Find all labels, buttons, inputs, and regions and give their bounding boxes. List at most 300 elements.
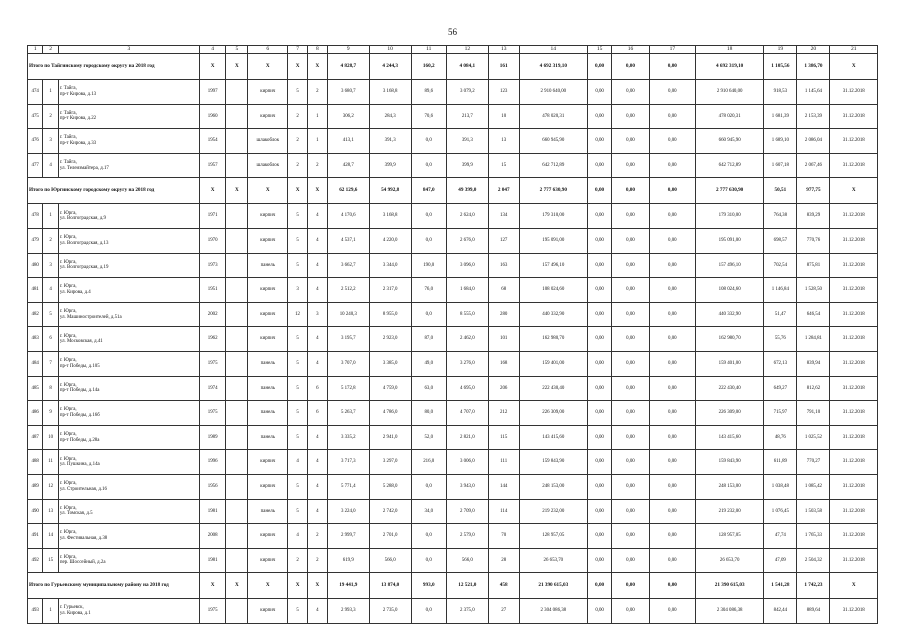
table-cell: 642 712,89 — [519, 153, 587, 178]
subtotal-cell: X — [830, 573, 878, 599]
table-cell: кирпич — [248, 548, 288, 573]
table-cell: 0,00 — [587, 253, 611, 278]
table-cell: 619,9 — [327, 548, 369, 573]
table-cell: 108 024,60 — [519, 278, 587, 303]
table-cell: 839,29 — [797, 204, 830, 229]
table-cell: 3 344,0 — [369, 253, 411, 278]
table-cell: 3 — [307, 302, 327, 327]
table-cell: 482 — [28, 302, 43, 327]
table-row — [28, 376, 878, 401]
table-cell: 31.12.2018 — [830, 548, 878, 573]
table-cell: 31.12.2018 — [830, 204, 878, 229]
table-cell: 440 332,90 — [519, 302, 587, 327]
table-cell: 2 512,2 — [327, 278, 369, 303]
table-cell: 31.12.2018 — [830, 129, 878, 154]
table-cell: 3 662,7 — [327, 253, 369, 278]
address-line: г. Юрга, — [59, 481, 77, 487]
table-cell: панель — [248, 401, 288, 426]
table-cell: 481 — [28, 278, 43, 303]
address-line: г. Юрга, — [59, 505, 77, 511]
table-cell: панель — [248, 499, 288, 524]
table-cell: 0,00 — [649, 425, 695, 450]
address-cell — [58, 228, 199, 253]
table-cell: 1 — [307, 104, 327, 129]
table-cell: 474 — [28, 80, 43, 105]
subtotal-cell: X — [288, 573, 308, 599]
table-cell: 493 — [28, 599, 43, 624]
table-cell: 0,00 — [612, 302, 649, 327]
table-cell: 163 — [488, 253, 519, 278]
address-line: г. Юрга, — [59, 333, 77, 339]
address-line: г. Юрга, — [59, 235, 77, 241]
table-cell: 2 624,0 — [446, 204, 488, 229]
table-cell: 31.12.2018 — [830, 302, 878, 327]
table-cell: 1 607,18 — [764, 153, 797, 178]
address-cell — [58, 450, 199, 475]
table-cell: 31.12.2018 — [830, 253, 878, 278]
address-line: ул. Волгоградская, д.13 — [59, 240, 109, 246]
table-cell: кирпич — [248, 228, 288, 253]
table-cell: 2 067,46 — [797, 153, 830, 178]
table-cell: 4 786,0 — [369, 401, 411, 426]
table-cell: 0,00 — [649, 253, 695, 278]
table-cell: 222 430,40 — [695, 376, 763, 401]
table-cell: 0,00 — [612, 599, 649, 624]
table-cell: 3 943,0 — [446, 474, 488, 499]
page-number: 56 — [448, 27, 457, 37]
table-cell: 478 020,31 — [519, 104, 587, 129]
table-cell: 5 — [43, 302, 58, 327]
table-cell: 0,00 — [612, 129, 649, 154]
table-cell: 68 — [488, 278, 519, 303]
subtotal-row — [28, 573, 878, 599]
table-cell: 839,94 — [797, 351, 830, 376]
table-cell: 478 020,31 — [695, 104, 763, 129]
address-line: пр-т Победы, д.28а — [59, 437, 100, 443]
table-cell: 475 — [28, 104, 43, 129]
header-cell: 5 — [226, 46, 248, 54]
table-cell — [226, 228, 248, 253]
table-cell: 76,0 — [411, 278, 446, 303]
address-line: г. Тайга, — [59, 110, 77, 116]
table-cell: 0,00 — [587, 153, 611, 178]
address-line: пр-т Победы, д.16б — [59, 412, 100, 418]
subtotal-label: Итого по Юргинскому городскому округу на 2018 год — [28, 178, 200, 204]
table-cell: 1 684,0 — [446, 278, 488, 303]
table-cell: 5 — [288, 204, 308, 229]
table-cell: 1 765,33 — [797, 524, 830, 549]
table-cell: 0,00 — [587, 351, 611, 376]
table-row — [28, 599, 878, 624]
table-cell: 0,00 — [587, 376, 611, 401]
table-cell: 2 — [288, 153, 308, 178]
table-cell: 4 — [307, 204, 327, 229]
table-cell: 12 — [43, 474, 58, 499]
table-cell: 143 415,60 — [519, 425, 587, 450]
table-cell: 1 085,42 — [797, 474, 830, 499]
address-line: пр-т Кирова, д.22 — [59, 116, 97, 122]
table-cell: 5 — [288, 80, 308, 105]
table-cell: 0,00 — [649, 599, 695, 624]
table-cell: 0,00 — [612, 401, 649, 426]
table-cell: 26 653,70 — [519, 548, 587, 573]
table-cell: 3 335,2 — [327, 425, 369, 450]
table-cell: 492 — [28, 548, 43, 573]
table-cell: 889,64 — [797, 599, 830, 624]
subtotal-cell: X — [226, 573, 248, 599]
address-cell — [58, 401, 199, 426]
table-cell: 101 — [488, 327, 519, 352]
table-cell: 1 076,45 — [764, 499, 797, 524]
table-cell: 483 — [28, 327, 43, 352]
table-cell — [226, 450, 248, 475]
subtotal-cell: 2 047 — [488, 178, 519, 204]
table-cell: 2 579,0 — [446, 524, 488, 549]
table-cell: 1 025,52 — [797, 425, 830, 450]
table-cell: 1 — [43, 80, 58, 105]
subtotal-cell: 4 828,7 — [327, 54, 369, 80]
table-cell: 5 — [288, 253, 308, 278]
address-cell — [58, 302, 199, 327]
table-cell: 2002 — [199, 302, 225, 327]
address-cell — [58, 599, 199, 624]
table-cell: 1 038,48 — [764, 474, 797, 499]
table-cell: 222 430,40 — [519, 376, 587, 401]
table-cell: 31.12.2018 — [830, 450, 878, 475]
table-cell: 0,00 — [587, 548, 611, 573]
header-cell: 20 — [797, 46, 830, 54]
table-cell: 248 153,00 — [519, 474, 587, 499]
subtotal-cell: 160,2 — [411, 54, 446, 80]
table-cell: 5 263,7 — [327, 401, 369, 426]
table-cell: 2 — [307, 80, 327, 105]
address-cell — [58, 474, 199, 499]
table-cell: 0,00 — [649, 278, 695, 303]
table-cell: 31.12.2018 — [830, 278, 878, 303]
table-cell: 0,00 — [612, 327, 649, 352]
subtotal-cell: 0,00 — [612, 178, 649, 204]
table-cell: 26 653,70 — [695, 548, 763, 573]
table-cell: 4 — [307, 474, 327, 499]
subtotal-cell: 161 — [488, 54, 519, 80]
table-cell: 143 415,60 — [695, 425, 763, 450]
header-cell: 3 — [58, 46, 199, 54]
table-cell: панель — [248, 425, 288, 450]
header-cell: 7 — [288, 46, 308, 54]
table-row — [28, 129, 878, 154]
subtotal-cell: 2 777 630,90 — [519, 178, 587, 204]
table-cell: 1 681,39 — [764, 104, 797, 129]
table-cell: 611,89 — [764, 450, 797, 475]
table-cell: 0,00 — [612, 351, 649, 376]
table-cell: 478 — [28, 204, 43, 229]
table-cell: 2 — [288, 104, 308, 129]
table-cell — [226, 80, 248, 105]
table-cell: 34,0 — [411, 499, 446, 524]
table-cell: 2 086,04 — [797, 129, 830, 154]
address-line: ул. Томская, д.5 — [59, 511, 93, 517]
table-cell: 487 — [28, 425, 43, 450]
address-line: г. Юрга, — [59, 382, 77, 388]
address-line: пр-т Победы, д.14а — [59, 388, 100, 394]
table-cell: 159 401,00 — [695, 351, 763, 376]
table-cell: 413,1 — [327, 129, 369, 154]
table-cell: 489 — [28, 474, 43, 499]
address-cell — [58, 499, 199, 524]
table-cell: 2 993,3 — [327, 599, 369, 624]
subtotal-cell: X — [199, 54, 225, 80]
table-cell: 0,00 — [587, 302, 611, 327]
table-cell: 1989 — [199, 425, 225, 450]
header-cell: 6 — [248, 46, 288, 54]
table-cell: 70 — [488, 524, 519, 549]
table-cell: 2 735,0 — [369, 599, 411, 624]
address-cell — [58, 548, 199, 573]
table-cell: 918,53 — [764, 80, 797, 105]
table-cell: 162 980,70 — [519, 327, 587, 352]
table-cell: кирпич — [248, 599, 288, 624]
table-cell: 0,00 — [587, 327, 611, 352]
table-row — [28, 524, 878, 549]
table-cell: 2 — [307, 524, 327, 549]
table-cell: панель — [248, 376, 288, 401]
table-cell — [226, 351, 248, 376]
table-cell: 3 195,7 — [327, 327, 369, 352]
table-cell: 1 284,81 — [797, 327, 830, 352]
table-cell: 8 955,0 — [369, 302, 411, 327]
subtotal-cell: 0,00 — [649, 54, 695, 80]
table-cell: 0,0 — [411, 548, 446, 573]
header-cell: 19 — [764, 46, 797, 54]
table-cell: 440 332,90 — [695, 302, 763, 327]
table-cell: 0,0 — [411, 599, 446, 624]
table-cell: 1 689,10 — [764, 129, 797, 154]
subtotal-cell: X — [248, 573, 288, 599]
address-line: ул. Фестивальная, д.38 — [59, 535, 108, 541]
table-cell: 0,00 — [649, 204, 695, 229]
table-cell: 0,0 — [411, 228, 446, 253]
table-cell: 2 — [307, 548, 327, 573]
table-row — [28, 278, 878, 303]
table-cell: 3 — [288, 278, 308, 303]
table-cell: 0,00 — [612, 153, 649, 178]
subtotal-cell: 62 129,6 — [327, 178, 369, 204]
table-cell: 491 — [28, 524, 43, 549]
table-row — [28, 302, 878, 327]
table-cell: 0,00 — [612, 474, 649, 499]
table-cell: 0,00 — [649, 450, 695, 475]
table-cell: 13 — [488, 129, 519, 154]
address-line: г. Тайга, — [59, 159, 77, 165]
register-table — [27, 45, 878, 624]
table-cell: 4 — [307, 499, 327, 524]
table-cell: 4 — [43, 278, 58, 303]
header-cell: 14 — [519, 46, 587, 54]
table-cell: кирпич — [248, 302, 288, 327]
subtotal-cell: X — [199, 573, 225, 599]
table-cell: 63,0 — [411, 376, 446, 401]
address-line: пр-т Кирова, д.13 — [59, 91, 97, 97]
table-cell: 0,00 — [587, 129, 611, 154]
table-cell: 566,0 — [369, 548, 411, 573]
subtotal-cell: 0,00 — [649, 178, 695, 204]
table-cell: 0,00 — [612, 524, 649, 549]
subtotal-cell: 847,0 — [411, 178, 446, 204]
subtotal-cell: 21 390 615,03 — [695, 573, 763, 599]
table-cell: 5 — [288, 474, 308, 499]
subtotal-cell: X — [307, 54, 327, 80]
subtotal-cell: 977,75 — [797, 178, 830, 204]
table-cell: 2 910 640,00 — [519, 80, 587, 105]
subtotal-cell: 0,00 — [587, 54, 611, 80]
table-cell: 159 843,90 — [695, 450, 763, 475]
table-cell: 10 — [43, 425, 58, 450]
table-cell: 0,00 — [612, 104, 649, 129]
address-line: ул. Пушкина, д.14а — [59, 462, 100, 468]
address-cell — [58, 327, 199, 352]
table-cell: 128 957,05 — [695, 524, 763, 549]
table-cell: 4 537,1 — [327, 228, 369, 253]
table-cell: 4 — [288, 450, 308, 475]
table-cell: 2 317,0 — [369, 278, 411, 303]
table-cell: 1981 — [199, 499, 225, 524]
table-cell: 248 153,00 — [695, 474, 763, 499]
address-line: ул. Московская, д.41 — [59, 339, 103, 345]
table-cell: 226 309,00 — [519, 401, 587, 426]
table-cell: 1975 — [199, 351, 225, 376]
subtotal-cell: 2 777 630,90 — [695, 178, 763, 204]
table-cell: 4 707,0 — [446, 401, 488, 426]
table-cell: 0,00 — [587, 228, 611, 253]
table-row — [28, 450, 878, 475]
table-cell: 5 — [288, 327, 308, 352]
table-cell: 15 — [43, 548, 58, 573]
table-cell: 1 146,84 — [764, 278, 797, 303]
address-cell — [58, 376, 199, 401]
table-cell: 0,00 — [649, 474, 695, 499]
table-cell: кирпич — [248, 204, 288, 229]
table-cell: 306,2 — [327, 104, 369, 129]
table-cell: 485 — [28, 376, 43, 401]
table-cell: 157 496,10 — [695, 253, 763, 278]
subtotal-cell: 458 — [488, 573, 519, 599]
table-cell: 0,00 — [612, 450, 649, 475]
table-cell: 479 — [28, 228, 43, 253]
table-cell: 0,00 — [649, 153, 695, 178]
subtotal-label: Итого по Гурьевскому муниципальному району на 2018 год — [28, 573, 200, 599]
subtotal-cell: 13 874,0 — [369, 573, 411, 599]
table-cell: 642 712,89 — [695, 153, 763, 178]
address-cell — [58, 104, 199, 129]
table-cell: 2 — [43, 104, 58, 129]
address-line: г. Тайга, — [59, 135, 77, 141]
table-cell: 0,00 — [649, 327, 695, 352]
table-cell: 10 — [488, 104, 519, 129]
table-cell: 2 821,0 — [446, 425, 488, 450]
table-cell: 1996 — [199, 450, 225, 475]
address-line: ул. Строительная, д.16 — [59, 486, 107, 492]
subtotal-cell: X — [288, 54, 308, 80]
table-cell: 428,7 — [327, 153, 369, 178]
table-cell: 480 — [28, 253, 43, 278]
table-cell: 0,00 — [649, 351, 695, 376]
table-cell: 13 — [43, 499, 58, 524]
table-cell: 14 — [43, 524, 58, 549]
table-cell: 566,0 — [446, 548, 488, 573]
table-cell: 2 304 086,38 — [695, 599, 763, 624]
address-line: г. Юрга, — [59, 259, 77, 265]
subtotal-cell: 0,00 — [612, 54, 649, 80]
table-cell: 0,00 — [649, 80, 695, 105]
table-cell: 31.12.2018 — [830, 327, 878, 352]
table-cell — [226, 401, 248, 426]
table-cell: 2 941,0 — [369, 425, 411, 450]
table-cell: 4 — [288, 524, 308, 549]
table-cell: 4 — [307, 599, 327, 624]
table-cell: 159 401,00 — [519, 351, 587, 376]
header-cell: 15 — [587, 46, 611, 54]
subtotal-cell: 993,0 — [411, 573, 446, 599]
table-cell: 649,27 — [764, 376, 797, 401]
table-cell: 80,0 — [411, 401, 446, 426]
table-cell: 0,00 — [649, 228, 695, 253]
table-cell: 2 304 086,38 — [519, 599, 587, 624]
subtotal-cell: 50,51 — [764, 178, 797, 204]
table-cell: 0,00 — [649, 104, 695, 129]
table-cell: 812,62 — [797, 376, 830, 401]
table-cell: 31.12.2018 — [830, 524, 878, 549]
table-cell: кирпич — [248, 104, 288, 129]
table-cell: 1 503,58 — [797, 499, 830, 524]
table-cell: 0,00 — [612, 278, 649, 303]
table-cell: 1971 — [199, 204, 225, 229]
table-cell: 0,00 — [587, 104, 611, 129]
table-cell: 127 — [488, 228, 519, 253]
table-cell: 490 — [28, 499, 43, 524]
table-cell: 190,0 — [411, 253, 446, 278]
table-cell: 9 — [43, 401, 58, 426]
table-cell: 0,00 — [587, 474, 611, 499]
table-cell: кирпич — [248, 278, 288, 303]
table-cell: 715,97 — [764, 401, 797, 426]
table-cell: панель — [248, 351, 288, 376]
table-cell: 10 240,3 — [327, 302, 369, 327]
table-cell: 672,13 — [764, 351, 797, 376]
table-cell: 484 — [28, 351, 43, 376]
table-cell: 179 310,00 — [519, 204, 587, 229]
table-cell: 477 — [28, 153, 43, 178]
address-line: пр-т Кирова, д.33 — [59, 140, 97, 146]
table-cell — [226, 153, 248, 178]
table-cell: 5 — [288, 425, 308, 450]
header-cell: 2 — [43, 46, 58, 54]
table-cell — [226, 253, 248, 278]
table-cell: 1951 — [199, 278, 225, 303]
table-cell: 0,00 — [612, 499, 649, 524]
table-cell: 89,6 — [411, 80, 446, 105]
address-cell — [58, 351, 199, 376]
table-cell: 4 — [307, 253, 327, 278]
address-line: г. Гурьевск, — [59, 605, 84, 611]
table-cell: 0,00 — [612, 425, 649, 450]
table-cell: 4 — [307, 327, 327, 352]
table-cell: 206 — [488, 376, 519, 401]
table-cell: 31.12.2018 — [830, 80, 878, 105]
table-cell: 108 024,60 — [695, 278, 763, 303]
subtotal-cell: 1 541,28 — [764, 573, 797, 599]
table-cell: 195 091,00 — [519, 228, 587, 253]
subtotal-cell: X — [248, 54, 288, 80]
